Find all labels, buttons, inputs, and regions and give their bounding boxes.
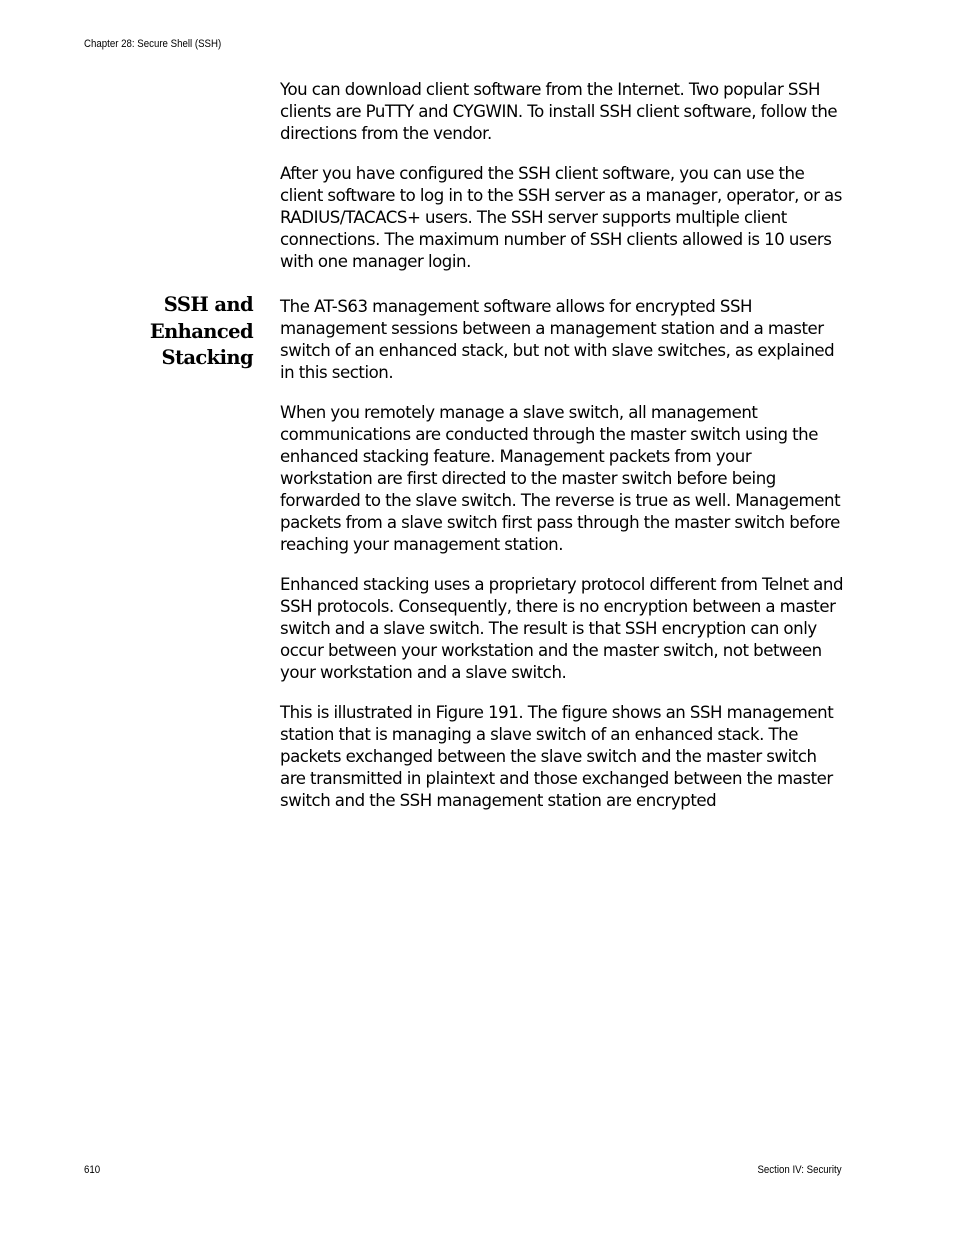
paragraph-text: This is illustrated in Figure 191. The figure shows an SSH management station that is managing a slave switch of an enhanced stack. The packets exchanged between the slave switch and the master switch are transmitted in plaintext and those exchanged between the master switch and the SSH management station are encrypted xyxy=(280,703,834,810)
paragraph-text: You can download client software from the Internet. Two popular SSH clients are PuTTY and CYGWIN. To install SSH client software, follow the directions from the vendor. xyxy=(280,80,838,143)
paragraph-text: The AT-S63 management software allows for encrypted SSH management sessions between a management station and a master switch of an enhanced stack, but not with slave switches, as explained in this section. xyxy=(280,297,835,382)
body-paragraph-4 xyxy=(280,402,846,556)
section-heading xyxy=(150,292,253,372)
running-header: Chapter 28: Secure Shell (SSH) xyxy=(84,38,222,50)
body-paragraph-6 xyxy=(280,702,846,812)
section-heading-line: Stacking xyxy=(161,346,253,369)
page-number: 610 xyxy=(84,1164,101,1176)
paragraph-text: Enhanced stacking uses a proprietary protocol different from Telnet and SSH protocols. Consequently, there is no encryption between a master switch and a slave switch. The result is that SSH encryption can only occur between your workstation and the master switch, not between your workstation and a slave switch. xyxy=(280,575,844,682)
footer-section-label: Section IV: Security xyxy=(757,1164,842,1176)
section-heading-line: Enhanced xyxy=(149,319,253,343)
paragraph-text: After you have configured the SSH client software, you can use the client software to log in to the SSH server as a manager, operator, or as RADIUS/TACACS+ users. The SSH server supports multiple client connections. The maximum number of SSH clients allowed is 10 users with one manager login. xyxy=(280,164,842,271)
body-paragraph-1 xyxy=(280,79,846,145)
body-paragraph-2 xyxy=(280,163,846,273)
paragraph-text: When you remotely manage a slave switch, all management communications are conducted through the master switch using the enhanced stacking feature. Management packets from your workstation are first directed to the master switch before being forwarded to the slave switch. The reverse is true as well. Management packets from a slave switch first pass through the master switch before reaching your management station. xyxy=(280,403,841,554)
body-paragraph-5 xyxy=(280,574,846,684)
body-paragraph-3 xyxy=(280,296,846,384)
section-heading-line: SSH and xyxy=(163,293,253,316)
